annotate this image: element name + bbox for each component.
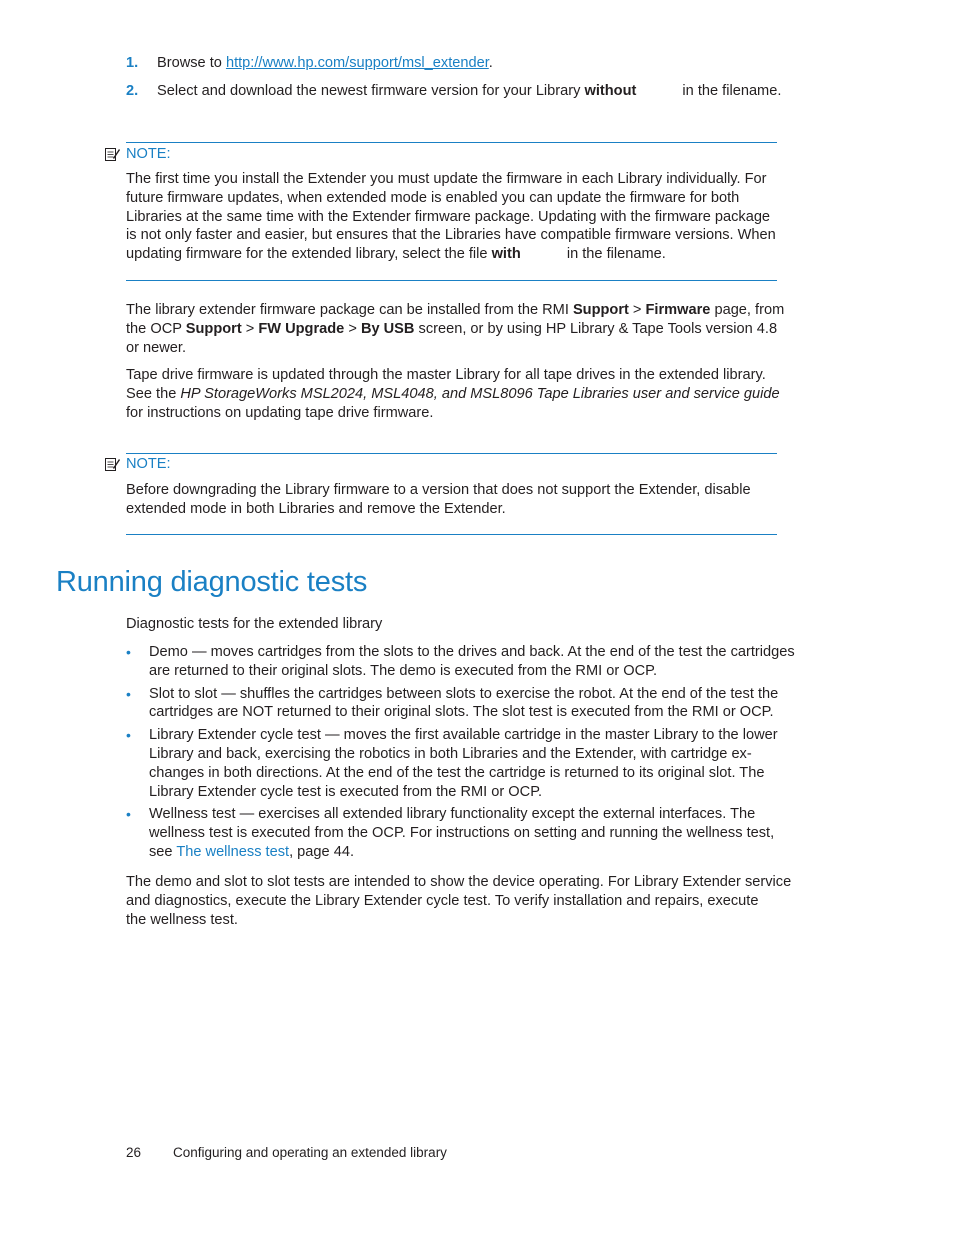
para-line: for instructions on updating tape drive firmware.: [126, 404, 434, 421]
bullet-icon: •: [126, 806, 131, 823]
note-bottom-rule: [126, 534, 777, 535]
step-text-end: .: [488, 55, 493, 71]
step-number: 2.: [126, 83, 139, 99]
list-item: [126, 726, 802, 801]
para-line: [126, 301, 816, 320]
step-number: 1.: [126, 55, 139, 71]
note-body: [126, 170, 786, 264]
para-text: >: [628, 302, 646, 318]
para-line: the wellness test.: [126, 911, 238, 928]
para-text: See the: [126, 385, 181, 402]
note-line: future firmware updates, when extended mode is enabled you can update the firmware for both: [126, 189, 740, 206]
list-line: wellness test is executed from the OCP. For instructions on setting and running the wellness test,: [149, 825, 775, 842]
list-line: Wellness test — exercises all extended library functionality except the external interfaces. The: [149, 806, 756, 823]
note-body: [126, 481, 786, 519]
note-bottom-rule: [126, 280, 777, 281]
diagnostic-test-list: [126, 643, 802, 866]
msl-extender-link[interactable]: http://www.hp.com/support/msl_extender: [225, 55, 489, 71]
list-line: Library Extender cycle test — moves the first available cartridge in the master Library to the lower: [149, 727, 778, 744]
para-text: >: [241, 320, 259, 337]
list-line: Library Extender cycle test is executed from the RMI or OCP.: [149, 783, 543, 800]
list-line: Library and back, exercising the robotics in both Libraries and the Extender, with cartridge ex-: [149, 745, 752, 762]
step-1: [126, 54, 826, 73]
para-text: page, from: [710, 302, 785, 318]
list-item: [126, 685, 802, 723]
para-line: and diagnostics, execute the Library Extender cycle test. To verify installation and repairs, execute: [126, 892, 759, 909]
para-text: >: [344, 320, 361, 337]
para-text: screen, or by using HP Library & Tape Tools version 4.8: [414, 320, 778, 337]
list-item: [126, 805, 802, 861]
guide-title: HP StorageWorks MSL2024, MSL4048, and MSL8096 Tape Libraries user and service guide: [180, 385, 780, 402]
para-text: The library extender firmware package can be installed from the RMI: [126, 302, 573, 318]
ui-term: Support: [185, 320, 242, 337]
para-line: [126, 320, 816, 339]
step-bold: without: [584, 83, 637, 99]
ui-term: Firmware: [645, 302, 711, 318]
note-line: The first time you install the Extender you must update the firmware in each Library individually. For: [126, 171, 767, 187]
section-heading: Running diagnostic tests: [56, 566, 368, 598]
note-top-rule: [126, 453, 777, 454]
note-line: Libraries at the same time with the Extender firmware package. Updating with the firmware package: [126, 208, 771, 225]
note-line: is not only faster and easier, but ensures that the Libraries have compatible firmware versions. When: [126, 227, 776, 244]
bullet-icon: •: [126, 727, 131, 744]
step-text-end: in the filename.: [678, 83, 782, 99]
paragraph-tape-drive-firmware: [126, 366, 826, 422]
list-text: see: [149, 843, 177, 860]
ui-term: FW Upgrade: [258, 320, 345, 337]
list-item: [126, 643, 802, 681]
closing-paragraph: [126, 873, 826, 929]
para-text: the OCP: [126, 320, 186, 337]
note-label: NOTE:: [126, 146, 171, 162]
wellness-test-link[interactable]: The wellness test: [176, 843, 290, 860]
note-icon: [104, 456, 120, 472]
bullet-icon: •: [126, 644, 131, 660]
list-line: Slot to slot — shuffles the cartridges between slots to exercise the robot. At the end of the test the: [149, 685, 779, 702]
list-text-end: , page 44.: [289, 843, 354, 860]
step-text: Browse to: [157, 55, 226, 71]
para-line: The demo and slot to slot tests are intended to show the device operating. For Library Extender service: [126, 874, 792, 890]
page-number: 26: [126, 1145, 142, 1160]
note-icon: [104, 146, 120, 162]
bullet-icon: •: [126, 685, 131, 702]
list-line: [149, 843, 802, 862]
ui-term: By USB: [360, 320, 415, 337]
ui-term: Support: [572, 302, 629, 318]
note-line: extended mode in both Libraries and remove the Extender.: [126, 500, 506, 517]
note-top-rule: [126, 142, 777, 143]
list-line: cartridges are NOT returned to their original slots. The slot test is executed from the RMI or OCP.: [149, 704, 774, 721]
para-line: or newer.: [126, 339, 187, 356]
list-line: Demo — moves cartridges from the slots to the drives and back. At the end of the test the cartridges: [149, 644, 795, 660]
note-bold: with: [491, 246, 521, 263]
intro-text: Diagnostic tests for the extended library: [126, 616, 383, 632]
note-line: Before downgrading the Library firmware to a version that does not support the Extender, disable: [126, 482, 751, 498]
note-line: [126, 245, 786, 264]
list-line: are returned to their original slots. The demo is executed from the RMI or OCP.: [149, 662, 658, 679]
step-text: Select and download the newest firmware version for your Library: [157, 83, 585, 99]
list-line: changes in both directions. At the end of the test the cartridge is returned to its original slot. The: [149, 764, 765, 781]
para-line: Tape drive firmware is updated through the master Library for all tape drives in the extended library.: [126, 367, 766, 383]
para-line: [126, 385, 826, 404]
note-text: updating firmware for the extended library, select the file: [126, 246, 492, 263]
step-2: [126, 82, 826, 101]
paragraph-firmware-install: [126, 301, 816, 357]
note-heading: [104, 456, 171, 472]
note-text-end: in the filename.: [562, 246, 666, 263]
note-heading: [104, 146, 171, 162]
note-label: NOTE:: [126, 456, 171, 472]
footer-title: Configuring and operating an extended library: [173, 1145, 447, 1160]
